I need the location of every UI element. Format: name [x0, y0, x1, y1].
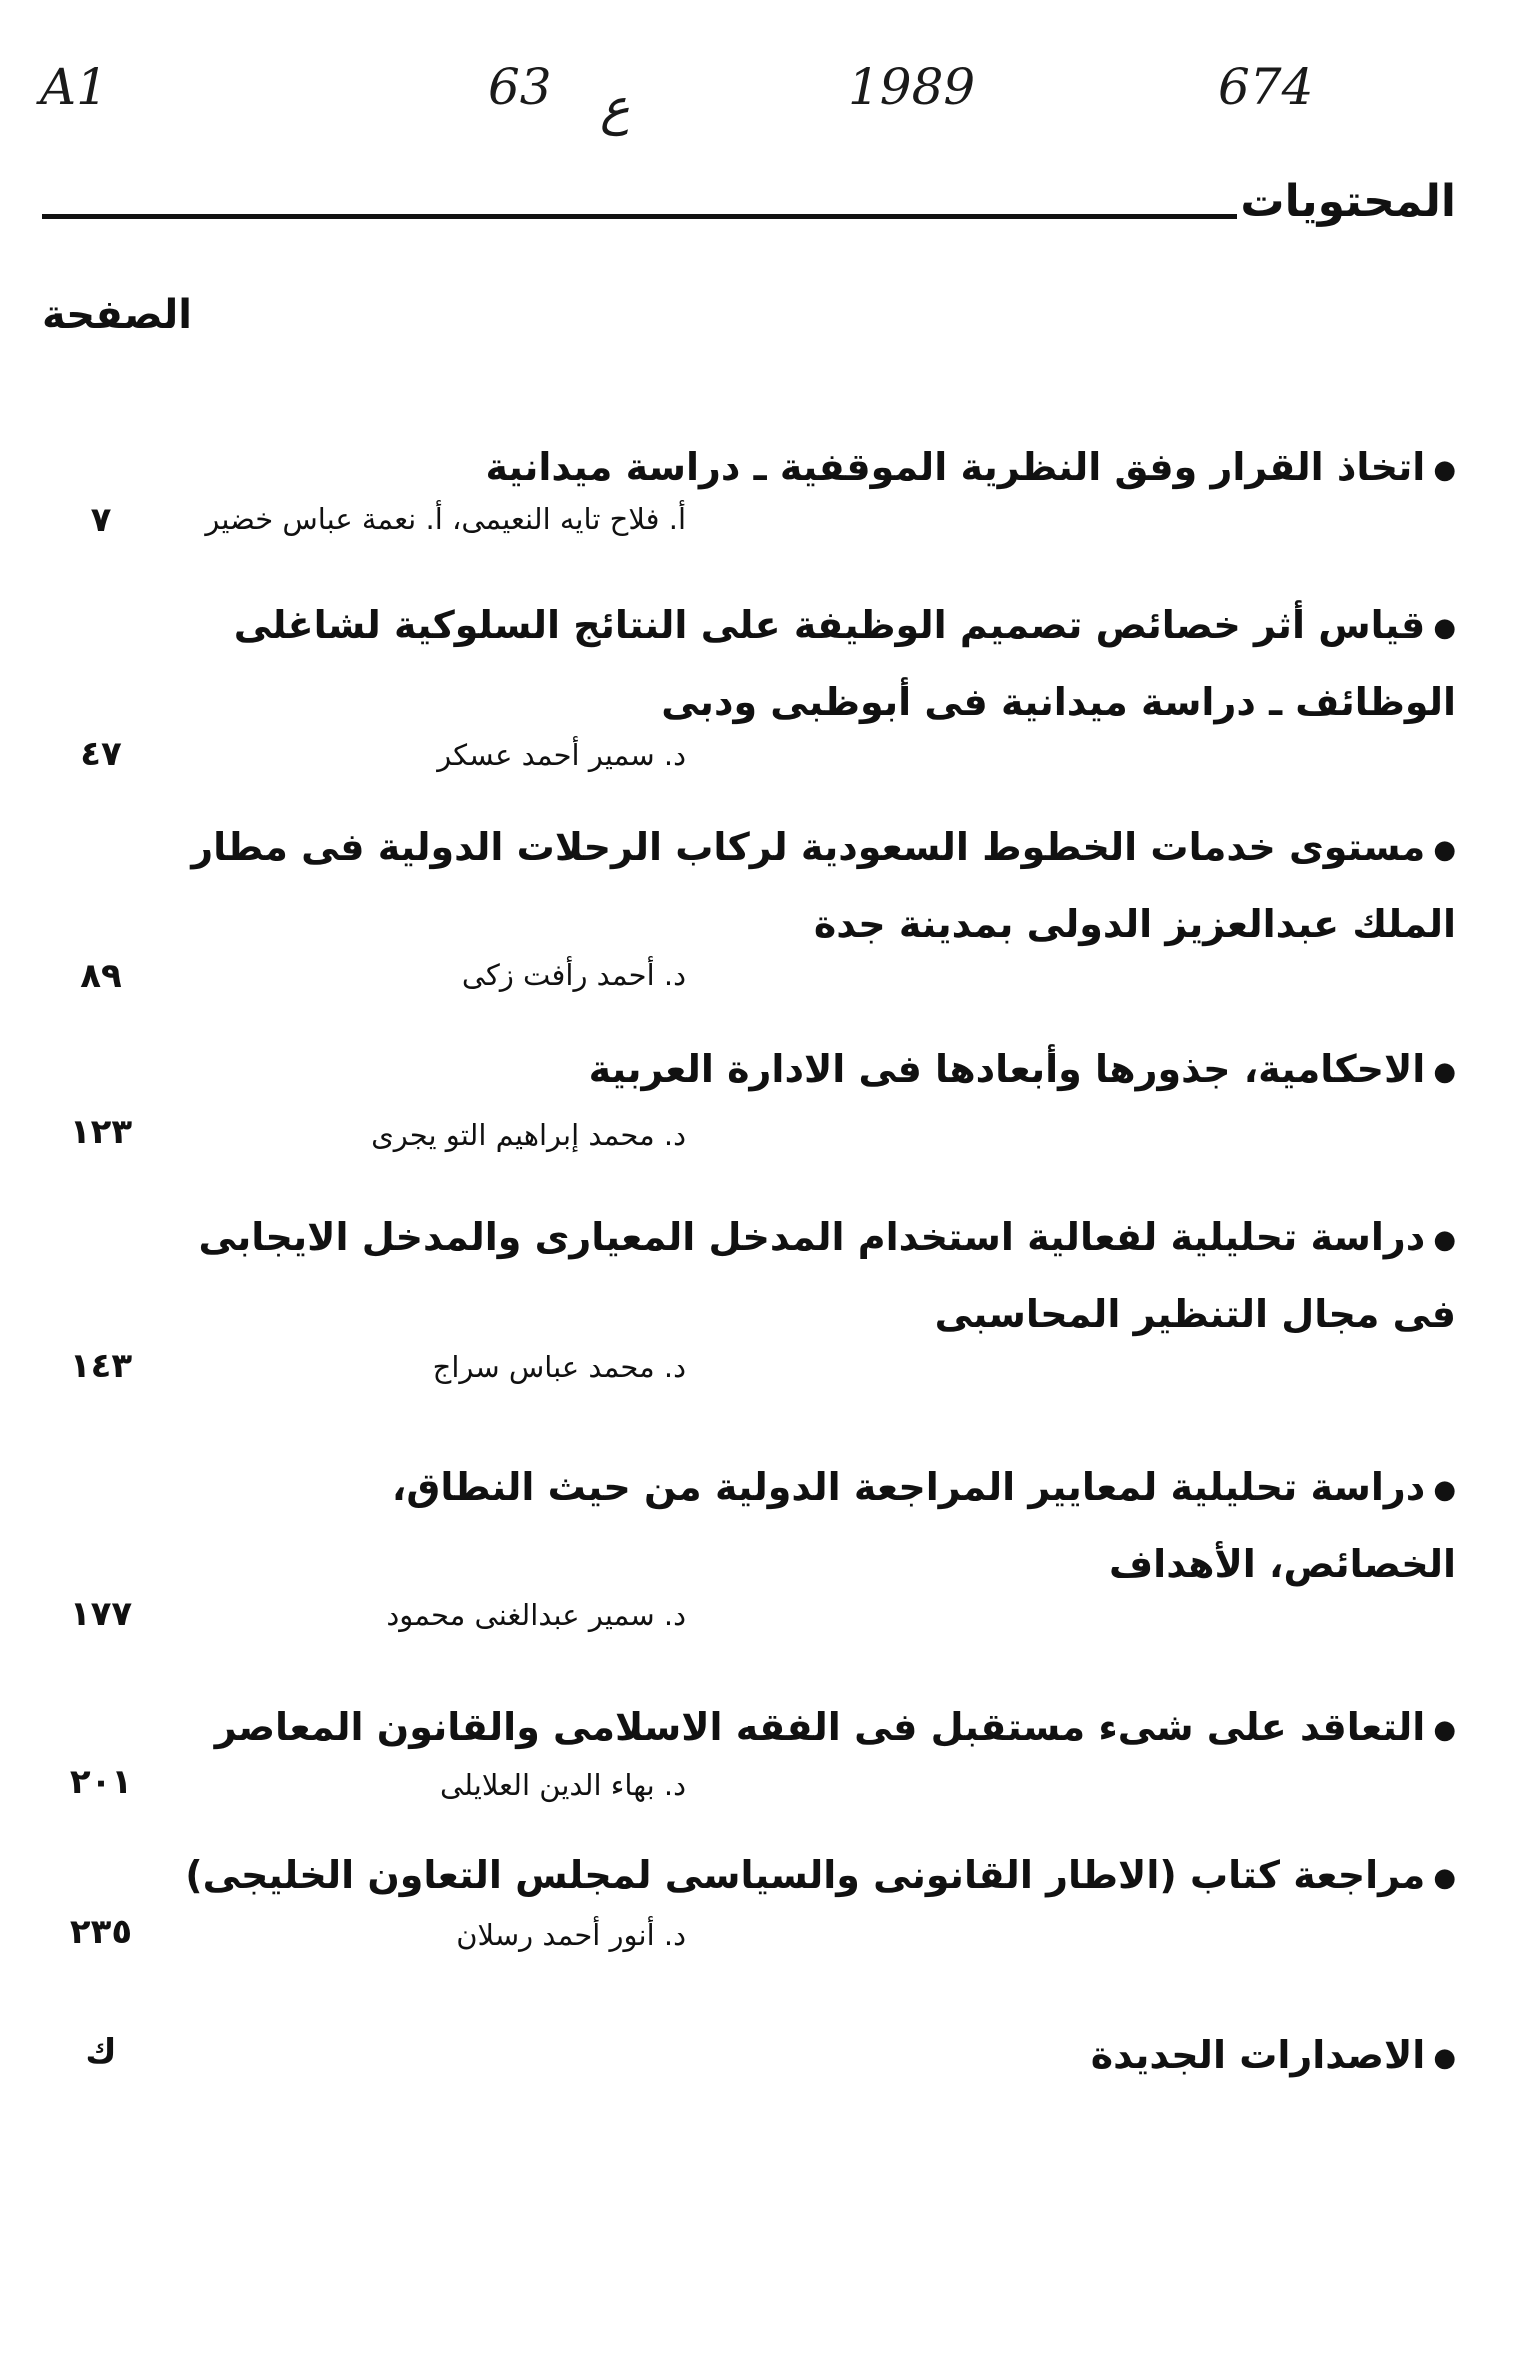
entry-title[interactable] — [486, 430, 1456, 507]
bullet-icon: ● — [1433, 2042, 1456, 2073]
bullet-icon: ● — [1433, 1474, 1456, 1505]
entry-title-line: ●قياس أثر خصائص تصميم الوظيفة على النتائج السلوكية لشاغلى — [233, 603, 1456, 647]
entry-page-number: ٧ — [90, 500, 112, 540]
entry-authors: د. أحمد رأفت زكى — [461, 958, 686, 992]
entry-page-number: ١٧٧ — [69, 1594, 133, 1634]
bullet-icon: ● — [1433, 612, 1456, 643]
entry-title[interactable] — [589, 1032, 1456, 1109]
bullet-icon: ● — [1433, 1862, 1456, 1893]
entry-page-number: ١٢٣ — [69, 1112, 133, 1152]
entry-title-line: الخصائص، الأهداف — [1109, 1541, 1456, 1586]
entry-page-number: ٤٧ — [80, 734, 122, 774]
entry-title[interactable] — [199, 1200, 1456, 1351]
entry-authors: د. بهاء الدين العلايلى — [440, 1768, 686, 1802]
heading-rule — [42, 214, 1237, 219]
entry-page-number: ١٤٣ — [69, 1346, 133, 1386]
contents-heading: المحتويات — [1240, 176, 1456, 227]
entry-authors: د. محمد عباس سراج — [432, 1350, 686, 1384]
entry-title-line: ●مستوى خدمات الخطوط السعودية لركاب الرحلات الدولية فى مطار — [191, 825, 1456, 869]
entry-page-number: ٢٠١ — [69, 1762, 133, 1802]
bullet-icon: ● — [1433, 1224, 1456, 1255]
entry-title-line: ●الاحكامية، جذورها وأبعادها فى الادارة العربية — [588, 1047, 1456, 1091]
entry-page-number: ك — [85, 2032, 117, 2072]
handwritten-mark: 674 — [1218, 58, 1314, 116]
entry-title-line: الوظائف ـ دراسة ميدانية فى أبوظبى ودبى — [661, 679, 1456, 724]
entry-title-line: فى مجال التنظير المحاسبى — [934, 1291, 1456, 1336]
entry-authors: د. سمير أحمد عسكر — [437, 738, 686, 772]
bullet-icon: ● — [1433, 1056, 1456, 1087]
entry-authors: أ. فلاح تايه النعيمى، أ. نعمة عباس خضير — [205, 502, 686, 536]
entry-authors: د. سمير عبدالغنى محمود — [386, 1598, 686, 1632]
bullet-icon: ● — [1433, 834, 1456, 865]
entry-authors: د. محمد إبراهيم التو يجرى — [371, 1118, 686, 1152]
entry-title-line: ●دراسة تحليلية لمعايير المراجعة الدولية من حيث النطاق، — [391, 1465, 1456, 1509]
entry-title-line: ●التعاقد على شىء مستقبل فى الفقه الاسلامى والقانون المعاصر — [214, 1705, 1456, 1749]
entry-title[interactable] — [215, 1690, 1456, 1767]
entry-title[interactable] — [191, 810, 1456, 961]
page-column-heading: الصفحة — [42, 292, 193, 338]
entry-authors: د. أنور أحمد رسلان — [456, 1918, 686, 1952]
entry-title[interactable] — [1091, 2018, 1456, 2095]
entry-title-line: ●الاصدارات الجديدة — [1090, 2033, 1456, 2077]
entry-title-line: الملك عبدالعزيز الدولى بمدينة جدة — [813, 901, 1456, 946]
bullet-icon: ● — [1433, 1714, 1456, 1745]
bullet-icon: ● — [1433, 454, 1456, 485]
entry-title[interactable] — [234, 588, 1456, 739]
entry-title-line: ●دراسة تحليلية لفعالية استخدام المدخل المعيارى والمدخل الايجابى — [198, 1215, 1456, 1259]
handwritten-mark: 63 — [488, 58, 552, 116]
handwritten-mark: ع — [600, 78, 630, 136]
entry-page-number: ٢٣٥ — [69, 1912, 133, 1952]
entry-title[interactable] — [185, 1838, 1456, 1915]
handwritten-mark: A1 — [40, 58, 108, 116]
entry-page-number: ٨٩ — [80, 956, 122, 996]
handwritten-mark: 1989 — [848, 58, 976, 116]
entry-title-line: ●مراجعة كتاب (الاطار القانونى والسياسى لمجلس التعاون الخليجى) — [185, 1853, 1456, 1897]
entry-title[interactable] — [392, 1450, 1456, 1601]
entry-title-line: ●اتخاذ القرار وفق النظرية الموقفية ـ دراسة ميدانية — [485, 445, 1456, 489]
